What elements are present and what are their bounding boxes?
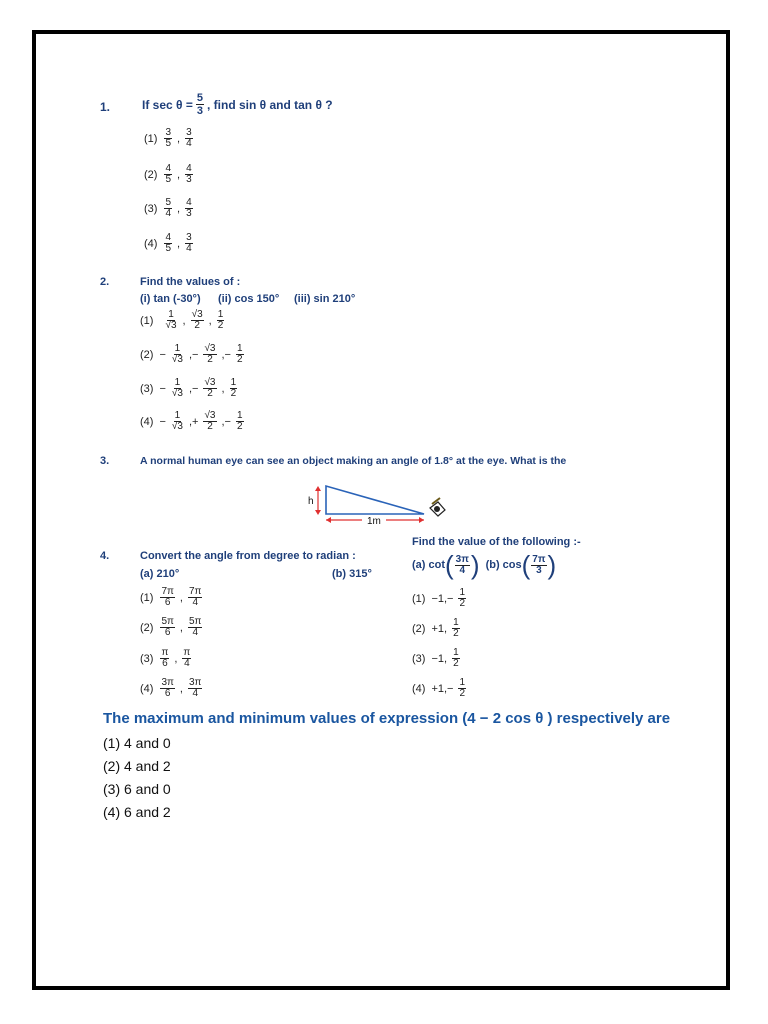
option-prefix: −1, <box>431 652 448 665</box>
q5-part-a-label: (a) cot <box>412 559 445 571</box>
frac-den: √3 <box>171 388 183 399</box>
q3-number: 3. <box>100 455 110 467</box>
fraction <box>203 344 216 365</box>
fraction <box>188 678 202 699</box>
frac-den: 4 <box>186 243 192 254</box>
frac-den: √3 <box>171 354 183 365</box>
option-label: (4) <box>412 682 426 695</box>
fraction <box>164 310 177 331</box>
paren-open: ( <box>445 550 454 580</box>
fraction <box>236 411 244 432</box>
q1-option-4[interactable] <box>144 233 194 254</box>
separator: , <box>177 168 181 181</box>
frac-den: 4 <box>184 658 190 669</box>
frac-den: 6 <box>164 627 171 638</box>
fraction <box>188 617 202 638</box>
q2-part-ii: (ii) cos 150° <box>218 293 280 305</box>
frac-den: 4 <box>192 597 198 608</box>
q1-question <box>142 92 333 117</box>
q4-part-a: (a) 210° <box>140 568 180 580</box>
fraction <box>185 233 193 254</box>
base-label: 1m <box>367 516 381 527</box>
separator: , <box>179 621 183 634</box>
frac-den: √3 <box>171 421 183 432</box>
frac-num: √3 <box>204 377 216 388</box>
frac-num: 1 <box>168 309 174 320</box>
h-label: h <box>308 496 314 507</box>
q6-option-2[interactable]: (2) 4 and 2 <box>103 758 171 774</box>
frac-den: 6 <box>164 688 171 699</box>
q5-option-1[interactable] <box>412 588 467 609</box>
frac-den: 3 <box>536 564 542 576</box>
fraction <box>160 617 174 638</box>
option-label: (1) <box>140 591 154 604</box>
frac-den: 5 <box>165 243 172 254</box>
option-label: (3) <box>140 652 154 665</box>
frac-num: 4 <box>165 163 172 174</box>
frac-num: 1 <box>459 587 466 598</box>
fraction <box>455 555 470 576</box>
option-prefix: −1,− <box>431 592 454 605</box>
q2-part-iii: (iii) sin 210° <box>294 293 356 305</box>
frac-den: 2 <box>453 658 459 669</box>
paren-close: ) <box>470 550 480 580</box>
option-prefix: +1,− <box>431 682 454 695</box>
frac-num: 1 <box>453 647 459 658</box>
fraction <box>236 344 244 365</box>
frac-den: 5 <box>165 174 172 185</box>
frac-den: 4 <box>165 208 172 219</box>
frac-num: 1 <box>236 410 243 421</box>
frac-num: 1 <box>230 377 237 388</box>
frac-num: 3 <box>165 127 172 138</box>
option-label: (1) <box>412 592 426 605</box>
frac-num: 7π <box>532 553 546 565</box>
frac-num: √3 <box>204 410 216 421</box>
fraction <box>160 648 169 669</box>
option-label: (4) <box>144 237 158 250</box>
separator: ,− <box>188 348 199 361</box>
option-label: (3) <box>140 382 154 395</box>
frac-den: 4 <box>192 627 198 638</box>
frac-num: 4 <box>165 232 172 243</box>
fraction <box>203 378 216 399</box>
separator: , <box>221 382 225 395</box>
fraction <box>164 198 172 219</box>
frac-den: 2 <box>207 388 213 399</box>
q1-sec-num: 5 <box>196 92 203 104</box>
q5-option-2[interactable] <box>412 618 461 639</box>
q4-question: Convert the angle from degree to radian : <box>140 550 356 562</box>
frac-den: 2 <box>459 688 466 699</box>
separator: , <box>177 132 181 145</box>
option-label: (1) <box>140 314 154 327</box>
fraction <box>164 128 172 149</box>
separator: ,− <box>221 348 231 361</box>
frac-num: 1 <box>453 617 459 628</box>
frac-num: 1 <box>217 309 224 320</box>
frac-num: √3 <box>204 343 216 354</box>
q5-part-b-label: (b) cos <box>485 559 522 571</box>
q1-option-1[interactable] <box>144 128 194 149</box>
fraction <box>230 378 238 399</box>
frac-num: 5π <box>188 616 202 627</box>
fraction <box>458 588 466 609</box>
q3-question: A normal human eye can see an object making an angle of 1.8° at the eye. What is the <box>140 455 567 467</box>
q2-option-3[interactable] <box>140 378 238 399</box>
frac-num: 5 <box>165 197 172 208</box>
option-label: (4) <box>140 682 154 695</box>
option-label: (2) <box>140 621 154 634</box>
q6-option-3[interactable]: (3) 6 and 0 <box>103 781 171 797</box>
q4-option-4[interactable] <box>140 678 203 699</box>
separator: , <box>177 237 181 250</box>
fraction <box>171 411 184 432</box>
frac-den: 6 <box>162 658 168 669</box>
separator: ,− <box>188 382 199 395</box>
h-arrow-head-bottom <box>315 510 321 515</box>
q2-question: Find the values of : <box>140 276 241 288</box>
frac-num: π <box>161 647 169 658</box>
fraction <box>164 233 172 254</box>
frac-num: 1 <box>174 377 181 388</box>
separator: − <box>159 415 166 428</box>
frac-den: 2 <box>236 421 243 432</box>
fraction <box>203 411 216 432</box>
option-label: (3) <box>144 202 158 215</box>
separator: , <box>179 682 183 695</box>
frac-den: 2 <box>207 421 213 432</box>
q6-option-4[interactable]: (4) 6 and 2 <box>103 804 171 820</box>
q2-number: 2. <box>100 276 110 288</box>
separator: ,+ <box>188 415 199 428</box>
frac-den: 2 <box>236 354 243 365</box>
frac-den: 2 <box>217 320 224 331</box>
frac-den: 4 <box>186 138 192 149</box>
eye-angle-diagram <box>300 480 460 532</box>
frac-num: 1 <box>174 343 181 354</box>
frac-num: 7π <box>188 586 202 597</box>
fraction <box>185 198 193 219</box>
frac-num: 7π <box>161 586 174 597</box>
frac-den: 2 <box>453 628 459 639</box>
frac-num: 1 <box>236 343 243 354</box>
option-label: (1) <box>144 132 158 145</box>
frac-num: 3π <box>188 677 202 688</box>
fraction <box>182 648 191 669</box>
separator: , <box>174 652 178 665</box>
q6-question: The maximum and minimum values of expression (4 − 2 cos θ ) respectively are <box>103 710 671 727</box>
fraction <box>452 648 460 669</box>
separator: , <box>182 314 186 327</box>
q1-post: , find sin θ and tan θ ? <box>206 97 333 112</box>
fraction <box>164 164 172 185</box>
q4-option-1[interactable] <box>140 587 203 608</box>
option-label: (2) <box>412 622 426 635</box>
frac-den: 4 <box>459 564 466 576</box>
q5-question: Find the value of the following :- <box>412 536 581 548</box>
frac-num: 1 <box>174 410 181 421</box>
fraction <box>160 587 174 608</box>
frac-num: √3 <box>191 309 203 320</box>
fraction <box>171 378 184 399</box>
q4-option-2[interactable] <box>140 617 203 638</box>
h-arrow-head-top <box>315 486 321 491</box>
q2-option-1[interactable] <box>140 310 225 331</box>
option-prefix: +1, <box>431 622 448 635</box>
frac-den: 4 <box>192 688 198 699</box>
option-label: (2) <box>144 168 158 181</box>
frac-num: 5π <box>161 616 174 627</box>
base-arrow-head-left <box>326 517 331 523</box>
q2-option-2[interactable] <box>140 344 245 365</box>
option-label: (2) <box>140 348 154 361</box>
frac-num: 4 <box>186 197 192 208</box>
fraction <box>458 678 466 699</box>
q1-option-2[interactable] <box>144 164 194 185</box>
frac-den: 2 <box>459 598 466 609</box>
q1-pre: If sec θ = <box>142 97 193 112</box>
fraction <box>452 618 460 639</box>
fraction <box>185 164 193 185</box>
q1-number: 1. <box>100 100 111 114</box>
paren-open: ( <box>521 550 531 580</box>
separator: , <box>179 591 183 604</box>
frac-den: 2 <box>207 354 213 365</box>
eye-icon <box>430 498 445 516</box>
fraction <box>160 678 174 699</box>
frac-den: 5 <box>165 138 172 149</box>
fraction <box>185 128 193 149</box>
frac-den: 2 <box>230 388 237 399</box>
separator: , <box>208 314 212 327</box>
frac-num: 3 <box>186 127 192 138</box>
option-label: (3) <box>412 652 426 665</box>
frac-num: 3π <box>161 677 174 688</box>
frac-num: 4 <box>186 163 192 174</box>
frac-num: π <box>183 647 191 658</box>
option-label: (4) <box>140 415 154 428</box>
frac-num: 1 <box>459 677 466 688</box>
separator: , <box>177 202 181 215</box>
q4-number: 4. <box>100 550 110 562</box>
q1-sec-den: 3 <box>196 105 203 117</box>
base-arrow-head-right <box>419 517 424 523</box>
frac-den: √3 <box>165 320 177 331</box>
fraction <box>217 310 225 331</box>
fraction <box>188 587 202 608</box>
q4-part-b: (b) 315° <box>332 568 372 580</box>
separator: − <box>159 382 166 395</box>
frac-num: 3 <box>186 232 192 243</box>
q5-parts <box>412 550 557 580</box>
separator: ,− <box>221 415 231 428</box>
fraction <box>171 344 184 365</box>
q6-option-1[interactable]: (1) 4 and 0 <box>103 735 171 751</box>
q1-sec-fraction <box>196 92 204 117</box>
q1-option-3[interactable] <box>144 198 194 219</box>
frac-den: 6 <box>164 597 171 608</box>
fraction <box>191 310 204 331</box>
frac-den: 3 <box>186 208 192 219</box>
paren-close: ) <box>547 550 557 580</box>
q2-option-4[interactable] <box>140 411 245 432</box>
fraction <box>531 555 546 576</box>
q2-part-i: (i) tan (-30°) <box>140 293 201 305</box>
frac-num: 3π <box>455 553 469 565</box>
separator: − <box>159 348 166 361</box>
q5-option-3[interactable] <box>412 648 461 669</box>
q4-option-3[interactable] <box>140 648 192 669</box>
frac-den: 3 <box>186 174 192 185</box>
triangle <box>326 486 424 514</box>
q5-option-4[interactable] <box>412 678 467 699</box>
frac-den: 2 <box>194 320 200 331</box>
